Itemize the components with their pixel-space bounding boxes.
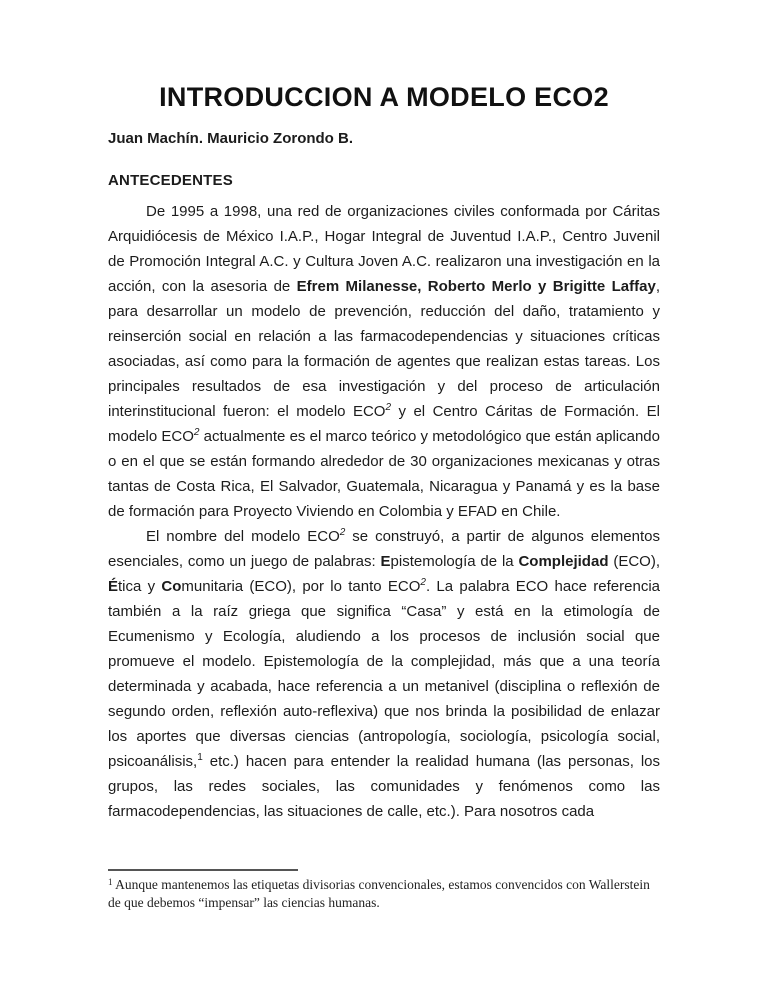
document-title: INTRODUCCION A MODELO ECO2 — [159, 82, 609, 112]
section-heading: ANTECEDENTES — [108, 171, 233, 189]
body-paragraphs — [108, 199, 660, 824]
authors-line: Juan Machín. Mauricio Zorondo B. — [108, 129, 354, 147]
footnote-text: $^1$ Aunque mantenemos las etiquetas divisorias convencionales, estamos convencidos con Wallerstein de que debemos “impensar” las ciencias humanas. — [108, 877, 650, 910]
paragraph-1: De 1995 a 1998, una red de organizaciones civiles conformada por Cáritas Arquidiócesis de México I.A.P., Hogar Integral de Juventud I.A.P., Centro Juvenil de Promoción Integral A.C. y Cultura Joven A.C. realizaron una investigación en la acción, con la asesoria de Efrem Milanesse, Roberto Merlo y Brigitte Laffay, para desarrollar un modelo de prevención, reducción del daño, tratamiento y reinserción social en relación a las farmacodependencias y situaciones críticas asociadas, así como para la formación de agentes que realizan estas tareas. Los principales resultados de esa investigación y del proceso de articulación interinstitucional fueron: el modelo ECO$^2$ y el Centro Cáritas de Formación. El modelo ECO$^2$ actualmente es el marco teórico y metodológico que están aplicando o en el que se están formando alrededor de 30 organizaciones mexicanas y otras tantas de Costa Rica, El Salvador, Guatemala, Nicaragua y Panamá y es la base de formación para Proyecto Viviendo en Colombia y EFAD en Chile. — [108, 202, 660, 520]
footnote-area — [108, 869, 660, 911]
paragraph-2: El nombre del modelo ECO$^2$ se construyó, a partir de algunos elementos esenciales, como un juego de palabras: Epistemología de la Complejidad (ECO), Ética y Comunitaria (ECO), por lo tanto ECO$^2$. La palabra ECO hace referencia también a la raíz griega que significa “Casa” y está en la etimología de Ecumenismo y Ecología, aludiendo a los procesos de inclusión social que promueve el modelo. Epistemología de la complejidad, más que a una teoría determinada y acabada, hace referencia a un metanivel (disciplina o reflexión de segundo orden, reflexión auto-reflexiva) que nos brinda la posibilidad de enlazar los aportes que diversas ciencias (antropología, sociología, psicología social, psicoanálisis,$^1$ etc.) hacen para entender la realidad humana (las personas, los grupos, las redes sociales, las comunidades y fenómenos como las farmacodependencias, las situaciones de calle, etc.). Para nosotros cada — [108, 526, 660, 820]
footnote-separator — [108, 869, 298, 871]
